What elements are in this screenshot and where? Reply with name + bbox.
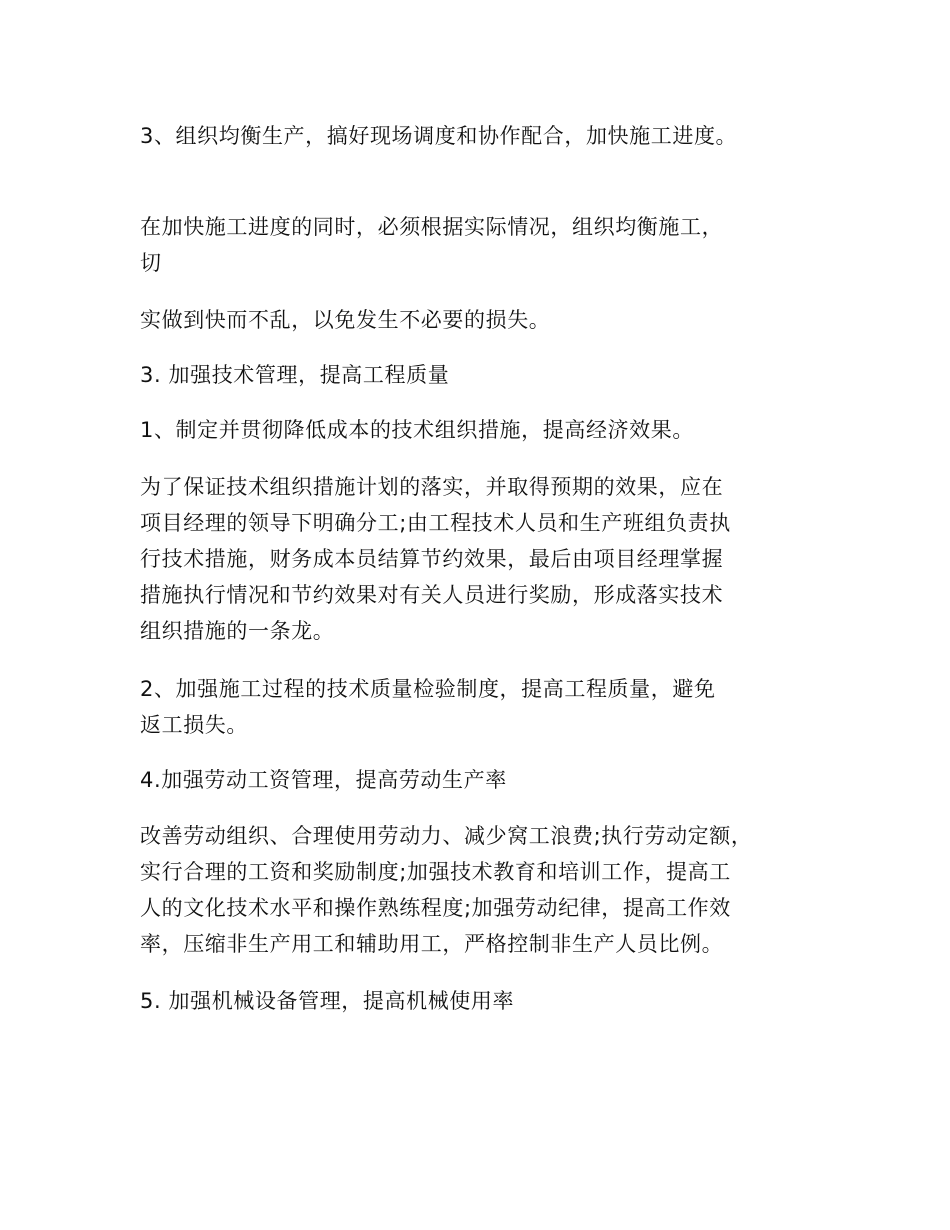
text-line: 率，压缩非生产用工和辅助用工，严格控制非生产人员比例。 <box>140 932 724 956</box>
text-line: 措施执行情况和节约效果对有关人员进行奖励，形成落实技术 <box>140 583 724 607</box>
paragraph-cost-reduction-measures <box>140 412 830 448</box>
heading-text: 4.加强劳动工资管理，提高劳动生产率 <box>140 768 507 792</box>
text-line: 项目经理的领导下明确分工;由工程技术人员和生产班组负责执 <box>140 511 731 535</box>
heading-text: 3. 加强技术管理，提高工程质量 <box>140 363 450 387</box>
paragraph-labor-organization <box>140 818 830 962</box>
text-line: 2、加强施工过程的技术质量检验制度，提高工程质量，避免 <box>140 677 716 701</box>
section-heading-labor-management <box>140 762 830 798</box>
text-line: 行技术措施，财务成本员结算节约效果，最后由项目经理掌握 <box>140 547 724 571</box>
text-line: 3、组织均衡生产，搞好现场调度和协作配合，加快施工进度。 <box>140 124 738 148</box>
text-line: 1、制定并贯彻降低成本的技术组织措施，提高经济效果。 <box>140 418 694 442</box>
section-heading-equipment-management <box>140 983 830 1019</box>
text-line: 实做到快而不乱，以免发生不必要的损失。 <box>140 308 551 332</box>
paragraph-avoid-loss <box>140 302 830 338</box>
text-line: 改善劳动组织、合理使用劳动力、减少窝工浪费;执行劳动定额， <box>140 824 753 848</box>
paragraph-implementation-plan <box>140 469 830 649</box>
text-line: 在加快施工进度的同时，必须根据实际情况，组织均衡施工， <box>140 215 724 239</box>
paragraph-speed-up <box>140 209 830 281</box>
text-line: 组织措施的一条龙。 <box>140 619 335 643</box>
text-line: 实行合理的工资和奖励制度;加强技术教育和培训工作，提高工 <box>140 860 731 884</box>
text-line: 人的文化技术水平和操作熟练程度;加强劳动纪律，提高工作效 <box>140 896 731 920</box>
section-heading-technical-management <box>140 357 830 393</box>
paragraph-quality-inspection <box>140 671 830 743</box>
heading-text: 5. 加强机械设备管理，提高机械使用率 <box>140 989 515 1013</box>
text-line: 为了保证技术组织措施计划的落实，并取得预期的效果，应在 <box>140 475 724 499</box>
text-line: 切 <box>140 251 162 275</box>
text-line: 返工损失。 <box>140 713 248 737</box>
paragraph-balanced-production <box>140 118 830 154</box>
